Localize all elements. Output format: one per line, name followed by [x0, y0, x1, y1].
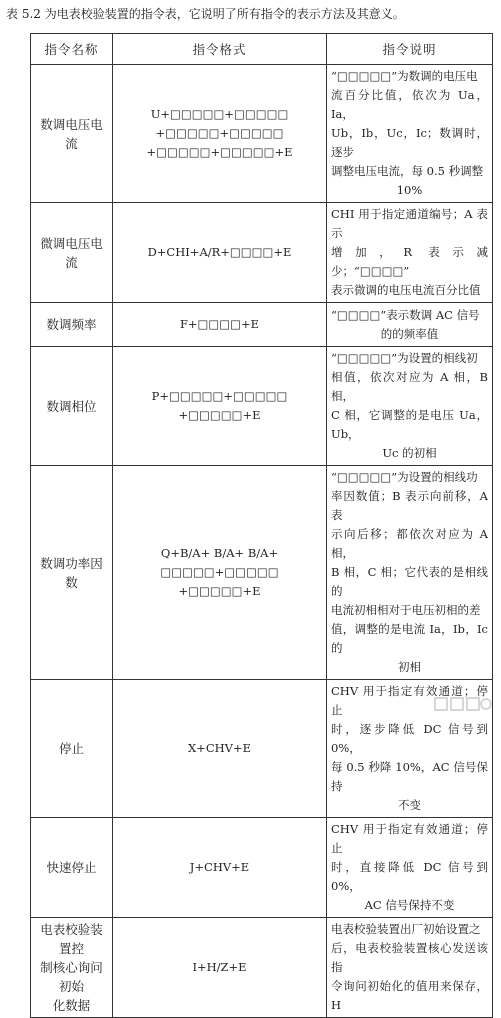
command-format-cell: [113, 65, 327, 203]
description-line: AC 信号保持不变: [364, 898, 455, 912]
description-line: 时，逐步降低 DC 信号到 0%，: [331, 722, 488, 755]
table-row: [31, 303, 493, 347]
command-format-line: J+CHV+E: [189, 860, 250, 874]
command-description-cell: [327, 303, 493, 347]
command-format-cell: [113, 203, 327, 303]
command-name-cell: [31, 466, 113, 680]
description-line: “□□□□”表示数调 AC 信号: [331, 307, 480, 322]
command-format-line: F+□□□□+E: [179, 317, 260, 331]
description-line: 电流初相相对于电压初相的差: [331, 603, 481, 617]
command-format-line: I+H/Z+E: [192, 960, 247, 974]
command-description-cell: [327, 818, 493, 918]
command-description-cell: [327, 65, 493, 203]
description-line: 初相: [398, 660, 421, 674]
description-line: 表示微调的电压电流百分比值: [331, 283, 481, 297]
command-description-cell: [327, 203, 493, 303]
table-row: [31, 347, 493, 466]
description-line: 电表校验装置出厂初始设置之: [331, 922, 481, 936]
description-line: 值，调整的是电流 Ia，Ib，Ic 的: [331, 622, 488, 655]
description-line: B 相，C 相；它代表的是相线的: [331, 565, 488, 598]
command-format-cell: [113, 466, 327, 680]
command-format-line: D+CHI+A/R+□□□□+E: [147, 245, 292, 259]
description-line: 后，电表校验装置核心发送该指: [331, 941, 488, 974]
table-caption: 表 5.2 为电表校验装置的指令表，它说明了所有指令的表示方法及其意义。: [6, 7, 405, 21]
description-line: 调整电压电流，每 0.5 秒调整: [331, 164, 484, 178]
description-line: “□□□□□”为设置的相线初: [331, 351, 478, 365]
command-name-line: 制核心询问初始: [40, 960, 103, 994]
command-name-line: 快速停止: [46, 860, 97, 875]
table-row: [31, 466, 493, 680]
description-line: 率因数值；B 表示向前移，A 表: [331, 489, 488, 522]
command-name-cell: [31, 818, 113, 918]
command-format-line: U+□□□□□+□□□□□: [150, 107, 289, 121]
command-description-cell: [327, 918, 493, 1018]
command-format-cell: [113, 918, 327, 1018]
description-line: C 相，它调整的是电压 Ua，Ub，: [331, 408, 488, 441]
description-line: 每 0.5 秒降 10%，AC 信号保持: [331, 760, 488, 793]
command-format-line: +□□□□□+□□□□□+E: [146, 145, 293, 159]
command-format-cell: [113, 303, 327, 347]
command-name-line: 化数据: [52, 998, 91, 1013]
table-header-row: [31, 34, 493, 65]
command-format-line: +□□□□□+E: [178, 584, 261, 598]
table-row: [31, 818, 493, 918]
description-line: 增加，R 表示减少；“□□□□”: [331, 245, 488, 278]
command-format-line: P+□□□□□+□□□□□: [151, 389, 288, 403]
command-name-cell: [31, 347, 113, 466]
description-line: 令询问初始化的值用来保存，H: [331, 979, 488, 1012]
watermark-logo: [433, 694, 493, 714]
description-line: 示向后移；都依次对应为 A 相，: [331, 527, 488, 560]
description-line: Uc 的初相: [382, 446, 437, 460]
command-name-cell: [31, 203, 113, 303]
command-format-line: X+CHV+E: [188, 741, 251, 755]
command-format-cell: [113, 818, 327, 918]
description-line: 的的频率值: [380, 326, 439, 341]
command-description-cell: [327, 347, 493, 466]
description-line: 流百分比值，依次为 Ua，Ia，: [331, 88, 488, 121]
command-name-line: 停止: [58, 741, 84, 756]
description-line: CHV 用于指定有效通道；停止: [331, 684, 488, 717]
command-format-cell: [113, 680, 327, 818]
header-command-description: 指令说明: [327, 34, 493, 65]
command-description-cell: [327, 466, 493, 680]
description-line: CHV 用于指定有效通道；停止: [331, 822, 488, 855]
command-format-line: +□□□□□+□□□□□: [155, 126, 284, 140]
command-name-cell: [31, 918, 113, 1018]
command-format-line: Q+B/A+ B/A+ B/A+: [160, 546, 279, 560]
command-name-line: 数调功率因数: [40, 555, 103, 590]
command-format-cell: [113, 347, 327, 466]
table-row: [31, 918, 493, 1018]
command-name-line: 微调电压电流: [40, 235, 103, 270]
command-format-line: □□□□□+□□□□□: [160, 565, 279, 579]
command-name-cell: [31, 65, 113, 203]
command-name-line: 数调频率: [46, 317, 97, 332]
command-name-cell: [31, 680, 113, 818]
header-command-name: 指令名称: [31, 34, 113, 65]
description-line: 相值，依次对应为 A 相，B 相，: [331, 370, 488, 403]
description-line: 不变: [398, 798, 421, 812]
description-line: CHI 用于指定通道编号；A 表示: [331, 207, 488, 240]
description-line: “□□□□□”为数调的电压电: [331, 69, 478, 83]
table-row: [31, 680, 493, 818]
command-name-line: 数调电压电流: [40, 116, 103, 151]
description-line: “□□□□□”为设置的相线功: [331, 470, 478, 484]
command-name-line: 电表校验装置控: [40, 922, 103, 956]
description-line: 10%: [396, 183, 423, 197]
description-line: Ub，Ib，Uc，Ic；数调时，逐步: [331, 126, 488, 159]
command-name-cell: [31, 303, 113, 347]
description-line: 时，直接降低 DC 信号到 0%，: [331, 860, 488, 893]
header-command-format: 指令格式: [113, 34, 327, 65]
command-table: [30, 33, 493, 1018]
command-name-line: 数调相位: [46, 398, 97, 414]
watermark-mark-icon: [433, 694, 493, 714]
table-row: [31, 203, 493, 303]
command-format-line: +□□□□□+E: [178, 408, 261, 422]
table-row: [31, 65, 493, 203]
